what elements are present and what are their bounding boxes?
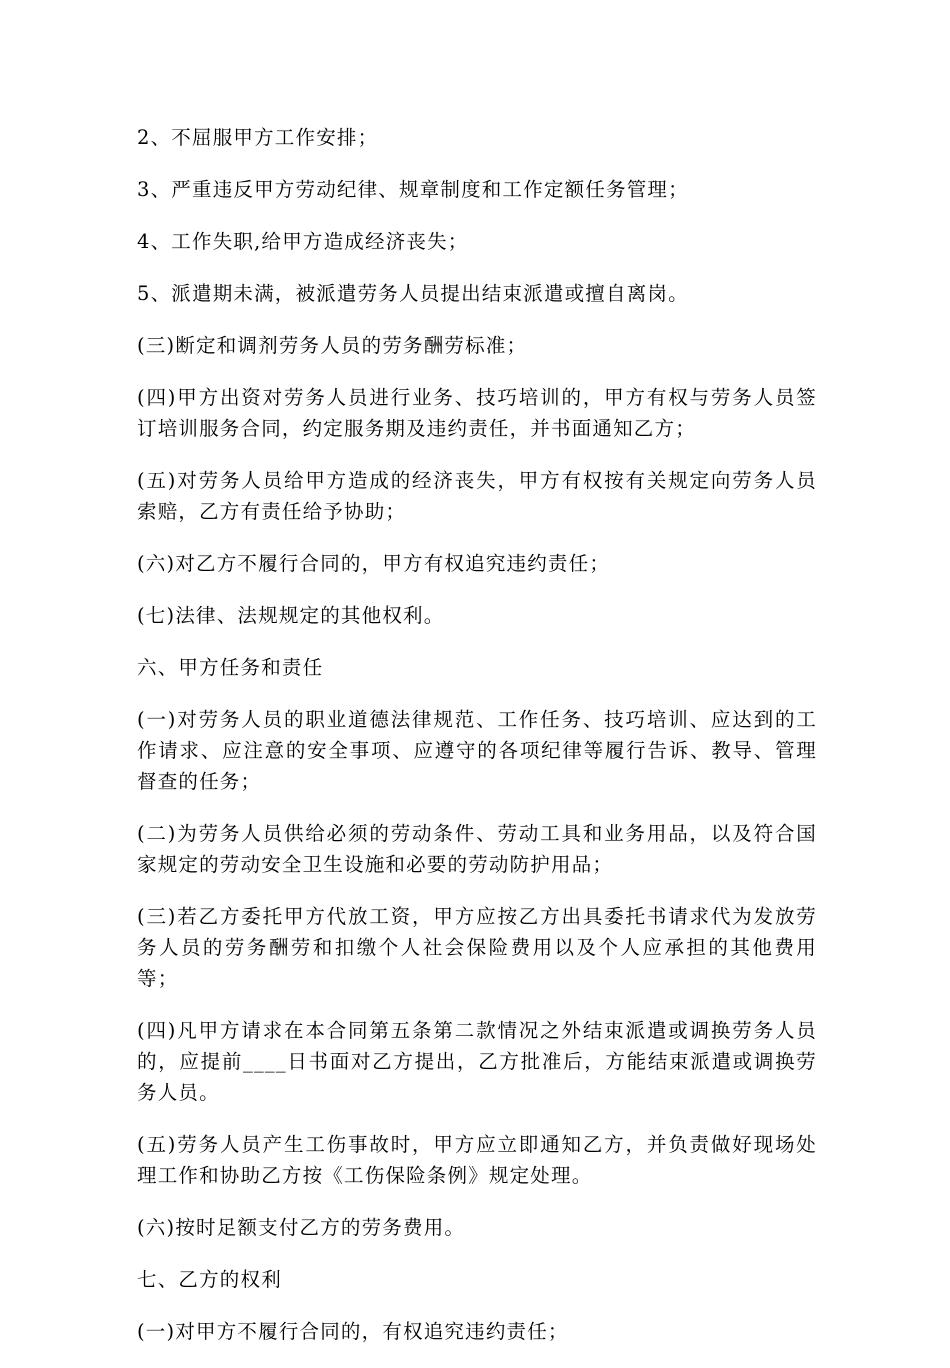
section-heading-6: 六、甲方任务和责任 [137,656,324,679]
clause-sub-6: (六)对乙方不履行合同的，甲方有权追究违约责任； [137,552,611,575]
clause-item-4: 4、工作失职,给甲方造成经济丧失； [137,230,469,253]
clause-item-2: 2、不屈服甲方工作安排； [137,126,379,149]
section6-clause-2: (二)为劳务人员供给必须的劳动条件、劳动工具和业务用品，以及符合国家规定的劳动安全卫生设施和必要的劳动防护用品； [137,822,817,876]
clause-item-3: 3、严重违反甲方劳动纪律、规章制度和工作定额任务管理； [137,178,689,201]
section6-clause-3: (三)若乙方委托甲方代放工资，甲方应按乙方出具委托书请求代为发放劳务人员的劳务酬劳和扣缴个人社会保险费用以及个人应承担的其他费用等； [137,905,817,990]
section7-clause-1: (一)对甲方不履行合同的，有权追究违约责任； [137,1320,569,1343]
section6-clause-1: (一)对劳务人员的职业道德法律规范、工作任务、技巧培训、应达到的工作请求、应注意的安全事项、应遵守的各项纪律等履行告诉、教导、管理督查的任务； [137,708,817,793]
section6-clause-6: (六)按时足额支付乙方的劳务费用。 [137,1216,466,1239]
section-heading-7: 七、乙方的权利 [137,1268,282,1291]
section6-clause-4: (四)凡甲方请求在本合同第五条第二款情况之外结束派遣或调换劳务人员的，应提前____日书面对乙方提出，乙方批准后，方能结束派遣或调换劳务人员。 [137,1019,817,1104]
clause-sub-3: (三)断定和调剂劳务人员的劳务酬劳标准； [137,334,528,357]
clause-sub-5: (五)对劳务人员给甲方造成的经济丧失，甲方有权按有关规定向劳务人员索赔，乙方有责任给予协助； [137,469,817,523]
clause-sub-7: (七)法律、法规规定的其他权利。 [137,604,445,627]
section6-clause-5: (五)劳务人员产生工伤事故时，甲方应立即通知乙方，并负责做好现场处理工作和协助乙方按《工伤保险条例》规定处理。 [137,1133,817,1187]
clause-item-5: 5、派遣期未满，被派遣劳务人员提出结束派遣或擅自离岗。 [137,282,689,305]
clause-sub-4: (四)甲方出资对劳务人员进行业务、技巧培训的，甲方有权与劳务人员签订培训服务合同，约定服务期及违约责任，并书面通知乙方； [137,386,817,440]
document-body [137,122,817,1368]
